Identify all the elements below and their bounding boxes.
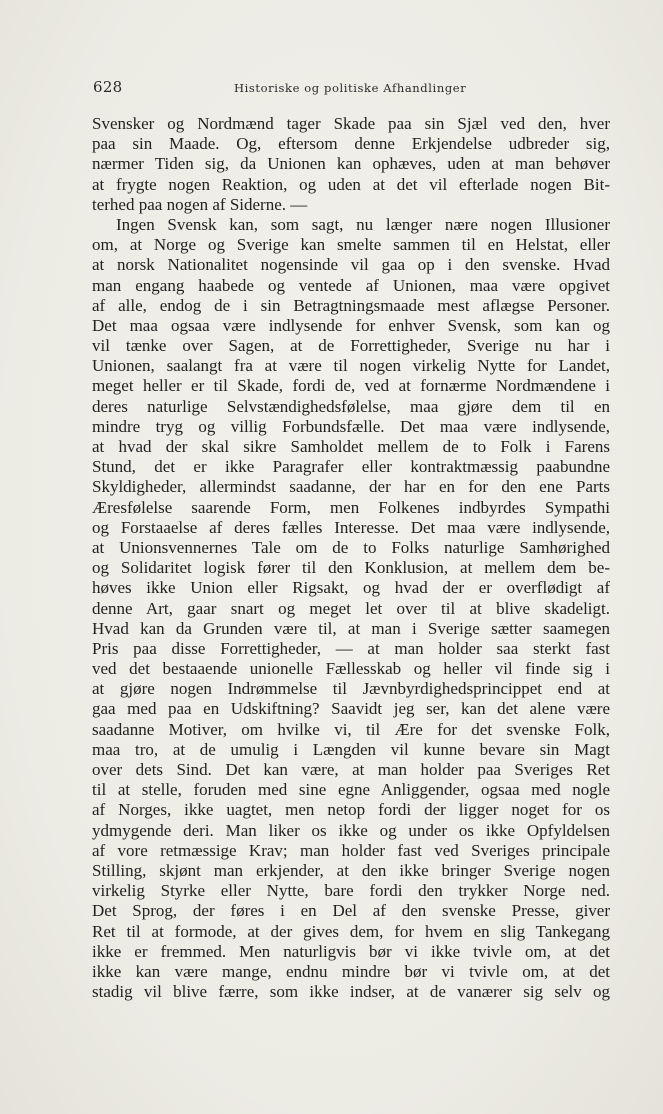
text-line: man engang haabede og ventede af Unionen, maa være opgivet xyxy=(92,275,610,295)
text-line: over dets Sind. Det kan være, at man holder paa Sveriges Ret xyxy=(92,760,610,779)
text-line: virkelig Styrke eller Nytte, bare fordi den trykker Norge ned. xyxy=(92,881,610,901)
text-line: Hvad kan da Grunden være til, at man i Sverige sætter saamegen xyxy=(92,618,610,638)
text-line: deres naturlige Selvstændighedsfølelse, maa gjøre dem til en xyxy=(92,396,610,416)
text-line: nærmer Tiden sig, da Unionen kan ophæves, uden at man behøver xyxy=(92,154,610,174)
text-line: ikke er fremmed. Men naturligvis bør vi ikke tvivle om, at det xyxy=(92,941,610,961)
text-line: terhed paa nogen af Siderne. — xyxy=(92,194,308,214)
text-line: at hvad der skal sikre Samholdet mellem de to Folk i Farens xyxy=(92,437,610,456)
text-line: af alle, endog de i sin Betragtningsmaade mest aflægse Personer. xyxy=(92,295,610,315)
text-line: at gjøre nogen Indrømmelse til Jævnbyrdighedsprincippet end at xyxy=(92,679,610,699)
text-line: at Unionsvennernes Tale om de to Folks naturlige Samhørighed xyxy=(92,537,610,557)
text-line: Det maa ogsaa være indlysende for enhver Svensk, som kan og xyxy=(92,315,610,335)
text-line: af vore retmæssige Krav; man holder fast ved Sveriges principale xyxy=(92,840,610,860)
text-line: og Forstaaelse af deres fælles Interesse. Det maa være indlysende, xyxy=(92,517,610,537)
running-head: Historiske og politiske Afhandlinger xyxy=(234,81,467,95)
text-line: Stund, det er ikke Paragrafer eller kontraktmæssig paabundne xyxy=(92,457,610,477)
text-line: ydmygende deri. Man liker os ikke og under os ikke Opfyldelsen xyxy=(92,820,610,840)
text-line: Ingen Svensk kan, som sagt, nu længer nære nogen Illusioner xyxy=(116,214,610,234)
text-line: høves ikke Union eller Rigsakt, og hvad der er overflødigt af xyxy=(92,578,610,598)
text-line: Stilling, skjønt man erkjender, at den ikke bringer Sverige nogen xyxy=(92,860,610,880)
text-line: Skyldigheder, allermindst saadanne, der har en for den ene Parts xyxy=(92,477,610,497)
text-line: ved det bestaaende unionelle Fællesskab og heller vil finde sig i xyxy=(92,659,610,679)
body-text xyxy=(92,114,610,1002)
text-line: Ret til at formode, at der gives dem, for hvem en slig Tankegang xyxy=(92,921,610,941)
text-line: meget heller er til Skade, fordi de, ved at fornærme Nordmændene i xyxy=(92,376,610,396)
page-header xyxy=(93,76,613,98)
text-line: til at stelle, foruden med sine egne Anliggender, ogsaa med nogle xyxy=(92,780,610,800)
text-line: maa tro, at de umulig i Længden vil kunne bevare sin Magt xyxy=(92,739,610,759)
text-line: af Norges, ikke uagtet, men netop fordi der ligger noget for os xyxy=(92,800,610,820)
text-line: at norsk Nationalitet nogensinde vil gaa op i den svenske. Hvad xyxy=(92,255,610,275)
text-line: og Solidaritet logisk fører til den Konklusion, at mellem dem be- xyxy=(92,558,610,578)
page-number: 628 xyxy=(93,78,123,96)
text-line: mindre tryg og villig Forbundsfælle. Det maa være indlysende, xyxy=(92,416,610,436)
text-line: Det Sprog, der føres i en Del af den svenske Presse, giver xyxy=(92,901,610,921)
text-line: Svensker og Nordmænd tager Skade paa sin Sjæl ved den, hver xyxy=(92,114,610,133)
text-line: vil tænke over Sagen, at de Forrettigheder, Sverige nu har i xyxy=(92,336,610,356)
text-line: denne Art, gaar snart og meget let over til at blive skadeligt. xyxy=(92,598,610,618)
text-line: paa sin Maade. Og, eftersom denne Erkjendelse udbreder sig, xyxy=(92,134,610,154)
text-line: gaa med paa en Udskiftning? Saavidt jeg ser, kan det alene være xyxy=(92,699,610,719)
text-line: ikke kan være mange, endnu mindre bør vi tvivle om, at det xyxy=(92,961,610,981)
text-line: Unionen, saalangt fra at være til nogen virkelig Nytte for Landet, xyxy=(92,356,610,376)
text-line: Æresfølelse saarende Form, men Folkenes indbyrdes Sympathi xyxy=(92,497,610,517)
text-line: Pris paa disse Forrettigheder, — at man holder saa sterkt fast xyxy=(92,638,610,658)
text-line: om, at Norge og Sverige kan smelte sammen til en Helstat, eller xyxy=(92,235,610,255)
text-line: stadig vil blive færre, som ikke indser, at de vanærer sig selv og xyxy=(92,982,610,1002)
text-line: at frygte nogen Reaktion, og uden at det vil efterlade nogen Bit- xyxy=(92,174,610,194)
text-line: saadanne Motiver, om hvilke vi, til Ære for det svenske Folk, xyxy=(92,719,610,739)
